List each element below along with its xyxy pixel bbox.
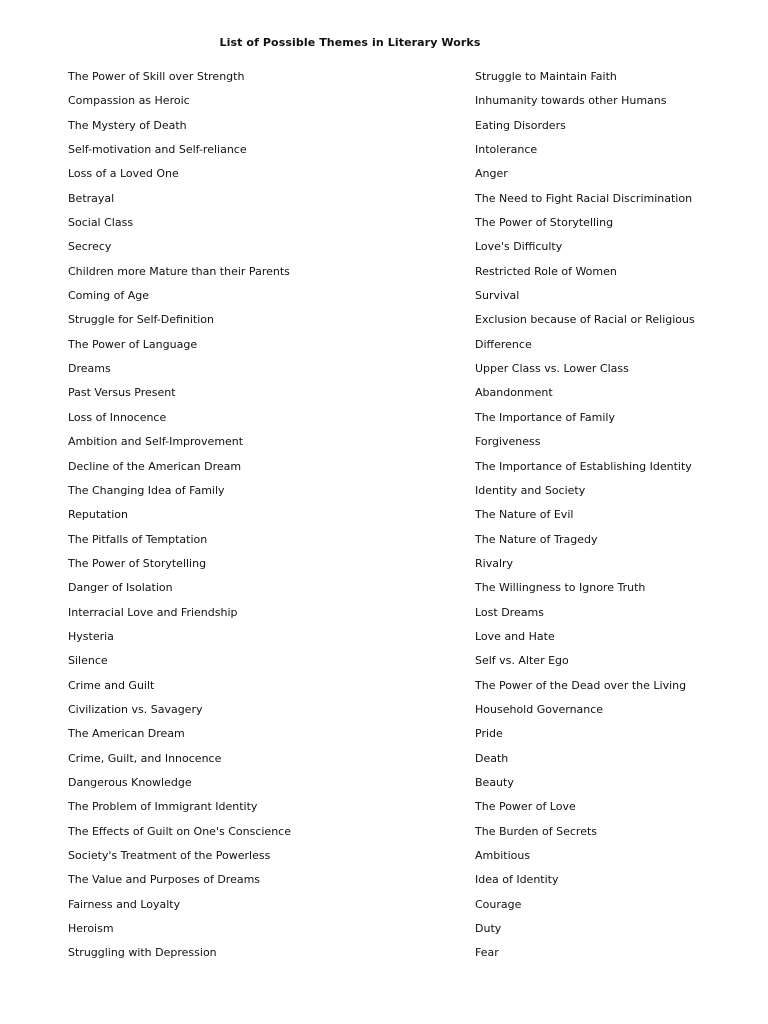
theme-item: The Power of the Dead over the Living	[475, 678, 687, 692]
theme-item: Silence	[68, 654, 108, 668]
theme-item: The Power of Language	[68, 337, 198, 351]
theme-item: Decline of the American Dream	[68, 459, 242, 473]
theme-item: The Burden of Secrets	[475, 824, 598, 838]
theme-item: Civilization vs. Savagery	[68, 702, 203, 716]
theme-item: Intolerance	[475, 143, 538, 157]
theme-item: Rivalry	[475, 556, 514, 570]
theme-item: The Need to Fight Racial Discrimination	[475, 191, 693, 205]
theme-item: The Power of Love	[475, 800, 576, 814]
theme-item: Exclusion because of Racial or Religious	[475, 313, 695, 327]
theme-item: The Problem of Immigrant Identity	[68, 800, 258, 814]
theme-item: Identity and Society	[475, 483, 586, 497]
theme-item: Eating Disorders	[475, 118, 566, 132]
theme-item: Struggle to Maintain Faith	[475, 70, 617, 83]
theme-item: Loss of Innocence	[68, 410, 167, 424]
theme-item: Hysteria	[68, 629, 114, 643]
page-title: List of Possible Themes in Literary Works	[219, 36, 481, 49]
theme-item: Betrayal	[68, 191, 115, 205]
theme-item: The Power of Storytelling	[68, 556, 207, 570]
theme-item: Struggle for Self-Definition	[68, 313, 215, 327]
theme-item: Abandonment	[475, 386, 553, 400]
left-theme-list	[68, 67, 448, 968]
theme-item: The Willingness to Ignore Truth	[475, 581, 646, 595]
theme-item: Danger of Isolation	[68, 581, 173, 595]
theme-item: Difference	[475, 337, 532, 351]
theme-item: Past Versus Present	[68, 386, 176, 400]
theme-item: Interracial Love and Friendship	[68, 605, 238, 619]
theme-item: The Value and Purposes of Dreams	[68, 873, 261, 887]
theme-item: The Importance of Family	[475, 410, 615, 424]
theme-item: The Pitfalls of Temptation	[68, 532, 208, 546]
theme-item: Inhumanity towards other Humans	[475, 94, 667, 108]
theme-item: Beauty	[475, 775, 514, 789]
theme-item: Fear	[475, 946, 499, 960]
theme-item: Compassion as Heroic	[68, 94, 190, 108]
theme-item: Love and Hate	[475, 629, 555, 643]
theme-item: Heroism	[68, 922, 114, 936]
theme-item: Love's Difficulty	[475, 240, 563, 254]
theme-item: Ambitious	[475, 849, 531, 862]
theme-item: The Importance of Establishing Identity	[475, 459, 692, 473]
theme-item: Survival	[475, 289, 520, 303]
theme-item: The Power of Storytelling	[475, 216, 614, 230]
right-theme-list	[475, 67, 765, 968]
theme-item: Self vs. Alter Ego	[475, 654, 569, 668]
theme-item: Dangerous Knowledge	[68, 775, 192, 789]
theme-item: Anger	[475, 167, 508, 181]
theme-item: Crime, Guilt, and Innocence	[68, 751, 222, 765]
theme-item: The Power of Skill over Strength	[68, 70, 245, 83]
theme-item: Restricted Role of Women	[475, 264, 617, 278]
theme-item: Lost Dreams	[475, 605, 544, 619]
theme-item: The Mystery of Death	[68, 118, 187, 132]
theme-item: Crime and Guilt	[68, 678, 155, 692]
theme-item: Forgiveness	[475, 435, 541, 449]
theme-item: Self-motivation and Self-reliance	[68, 143, 247, 157]
theme-item: Loss of a Loved One	[68, 167, 179, 181]
theme-item: Duty	[475, 922, 502, 936]
theme-item: Death	[475, 751, 509, 765]
theme-item: Upper Class vs. Lower Class	[475, 362, 629, 376]
theme-item: Society's Treatment of the Powerless	[68, 849, 271, 862]
theme-item: Struggling with Depression	[68, 946, 217, 960]
theme-item: Social Class	[68, 216, 134, 230]
theme-item: Pride	[475, 727, 503, 741]
theme-item: Household Governance	[475, 702, 604, 716]
theme-item: The Effects of Guilt on One's Conscience	[68, 824, 291, 838]
theme-item: Secrecy	[68, 240, 112, 254]
theme-item: Coming of Age	[68, 289, 150, 303]
theme-item: Reputation	[68, 508, 128, 522]
theme-item: Ambition and Self-Improvement	[68, 435, 244, 449]
theme-item: The Nature of Tragedy	[475, 532, 598, 546]
theme-item: Fairness and Loyalty	[68, 897, 181, 911]
theme-item: Children more Mature than their Parents	[68, 264, 290, 278]
theme-item: Dreams	[68, 362, 111, 376]
theme-item: Courage	[475, 897, 522, 911]
theme-item: The Nature of Evil	[475, 508, 574, 522]
theme-item: Idea of Identity	[475, 873, 559, 887]
theme-item: The American Dream	[68, 727, 185, 741]
theme-item: The Changing Idea of Family	[68, 483, 225, 497]
